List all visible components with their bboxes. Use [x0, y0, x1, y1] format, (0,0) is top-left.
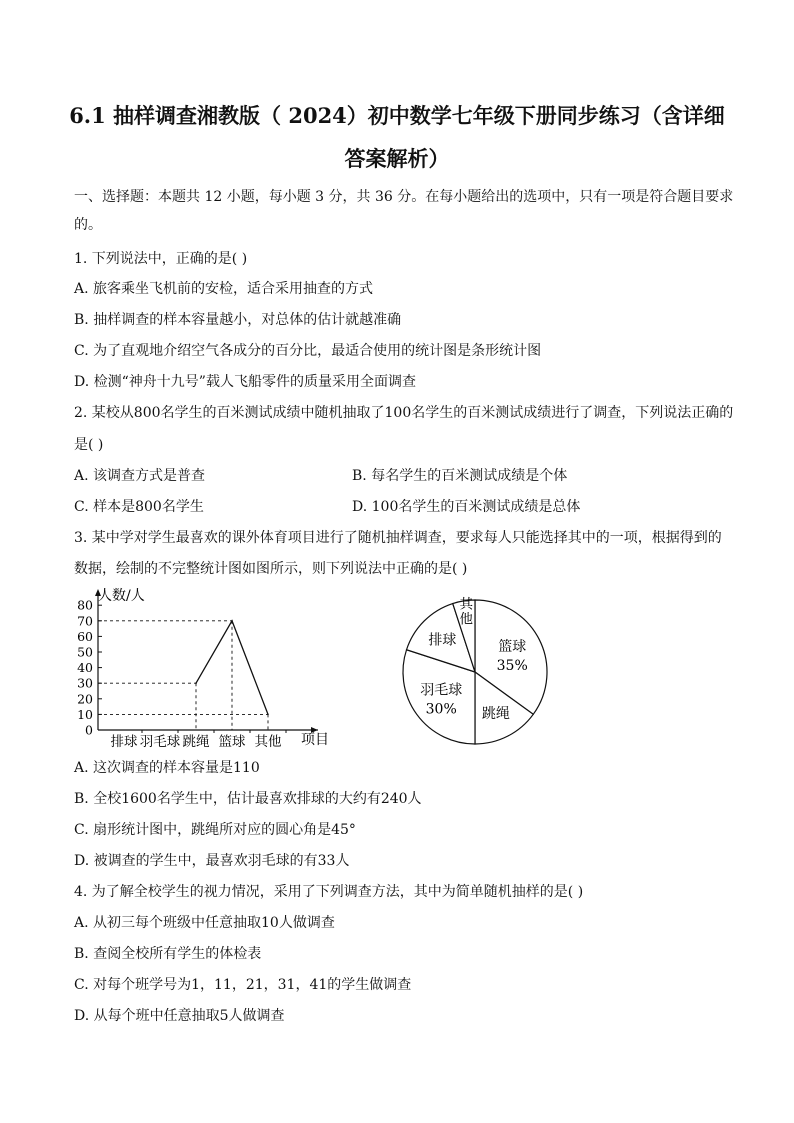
x-tick-label: 篮球	[218, 734, 246, 750]
question-3-option-d: D. 被调查的学生中，最喜欢羽毛球的有33人	[74, 853, 350, 869]
question-1-option-c: C. 为了直观地介绍空气各成分的百分比，最适合使用的统计图是条形统计图	[74, 343, 542, 359]
section-instructions-cont: 的。	[74, 217, 102, 233]
section-instructions: 一、选择题：本题共 12 小题，每小题 3 分，共 36 分。在每小题给出的选项中，只有一项是符合题目要求	[74, 189, 734, 205]
question-2-option-b: B. 每名学生的百米测试成绩是个体	[352, 468, 568, 484]
y-tick-label: 30	[77, 675, 93, 691]
data-point	[267, 714, 269, 716]
y-tick-label: 10	[77, 706, 93, 722]
question-2-option-c: C. 样本是800名学生	[74, 499, 204, 515]
pie-slice-label: 羽毛球	[420, 682, 463, 699]
y-tick-label: 20	[77, 691, 93, 707]
question-2-stem-cont: 是( )	[74, 437, 104, 453]
y-tick-label: 0	[85, 722, 93, 738]
y-tick-label: 70	[77, 613, 93, 629]
data-point	[231, 620, 233, 622]
question-4-option-d: D. 从每个班中任意抽取5人做调查	[74, 1008, 285, 1024]
pie-slice-label: 其	[459, 596, 473, 613]
question-1-option-a: A. 旅客乘坐飞机前的安检，适合采用抽查的方式	[74, 281, 374, 297]
question-3-option-c: C. 扇形统计图中，跳绳所对应的圆心角是45°	[74, 822, 356, 838]
question-1-stem: 1. 下列说法中，正确的是( )	[74, 251, 248, 267]
y-tick-label: 60	[77, 628, 93, 644]
question-4-option-b: B. 查阅全校所有学生的体检表	[74, 946, 262, 962]
question-3-stem: 3. 某中学对学生最喜欢的课外体育项目进行了随机抽样调查，要求每人只能选择其中的一项，根据得到的	[74, 530, 722, 546]
pie-slice-label: 跳绳	[481, 706, 510, 723]
question-4-stem: 4. 为了解全校学生的视力情况，采用了下列调查方法，其中为简单随机抽样的是( )	[74, 884, 584, 900]
x-tick-label: 排球	[110, 734, 138, 750]
pie-slice-label: 篮球	[498, 639, 527, 656]
pie-slice-percent: 30%	[425, 701, 457, 718]
pie-slice-label: 排球	[428, 632, 457, 649]
x-axis-label: 项目	[301, 732, 329, 748]
x-tick-label: 跳绳	[182, 734, 210, 750]
y-tick-label: 40	[77, 660, 93, 676]
question-1-option-d: D. 检测“神舟十九号”载人飞船零件的质量采用全面调查	[74, 374, 416, 390]
y-axis-label: 人数/人	[98, 588, 145, 604]
question-4-option-a: A. 从初三每个班级中任意抽取10人做调查	[74, 915, 335, 931]
question-2-option-a: A. 该调查方式是普查	[74, 468, 206, 484]
page-title: 6.1 抽样调查湘教版（ 2024）初中数学七年级下册同步练习（含详细	[69, 103, 725, 128]
question-3-stem-cont: 数据，绘制的不完整统计图如图所示，则下列说法中正确的是( )	[74, 561, 468, 577]
y-tick-label: 50	[77, 644, 93, 660]
x-tick-label: 其他	[254, 734, 282, 750]
question-4-option-c: C. 对每个班学号为1，11，21，31，41的学生做调查	[74, 977, 412, 993]
x-tick-label: 羽毛球	[139, 734, 181, 750]
pie-chart	[398, 592, 558, 752]
pie-slice-label: 他	[459, 611, 473, 628]
page-title-cont: 答案解析）	[344, 146, 450, 171]
data-point	[195, 682, 197, 684]
question-3-option-b: B. 全校1600名学生中，估计最喜欢排球的大约有240人	[74, 791, 422, 807]
line-chart	[68, 583, 338, 753]
question-2-option-d: D. 100名学生的百米测试成绩是总体	[352, 499, 581, 515]
pie-slice-percent: 35%	[496, 658, 528, 675]
question-1-option-b: B. 抽样调查的样本容量越小，对总体的估计就越准确	[74, 312, 402, 328]
y-tick-label: 80	[77, 597, 93, 613]
question-2-stem: 2. 某校从800名学生的百米测试成绩中随机抽取了100名学生的百米测试成绩进行了调查，下列说法正确的	[74, 405, 734, 421]
question-3-option-a: A. 这次调查的样本容量是110	[74, 760, 260, 776]
